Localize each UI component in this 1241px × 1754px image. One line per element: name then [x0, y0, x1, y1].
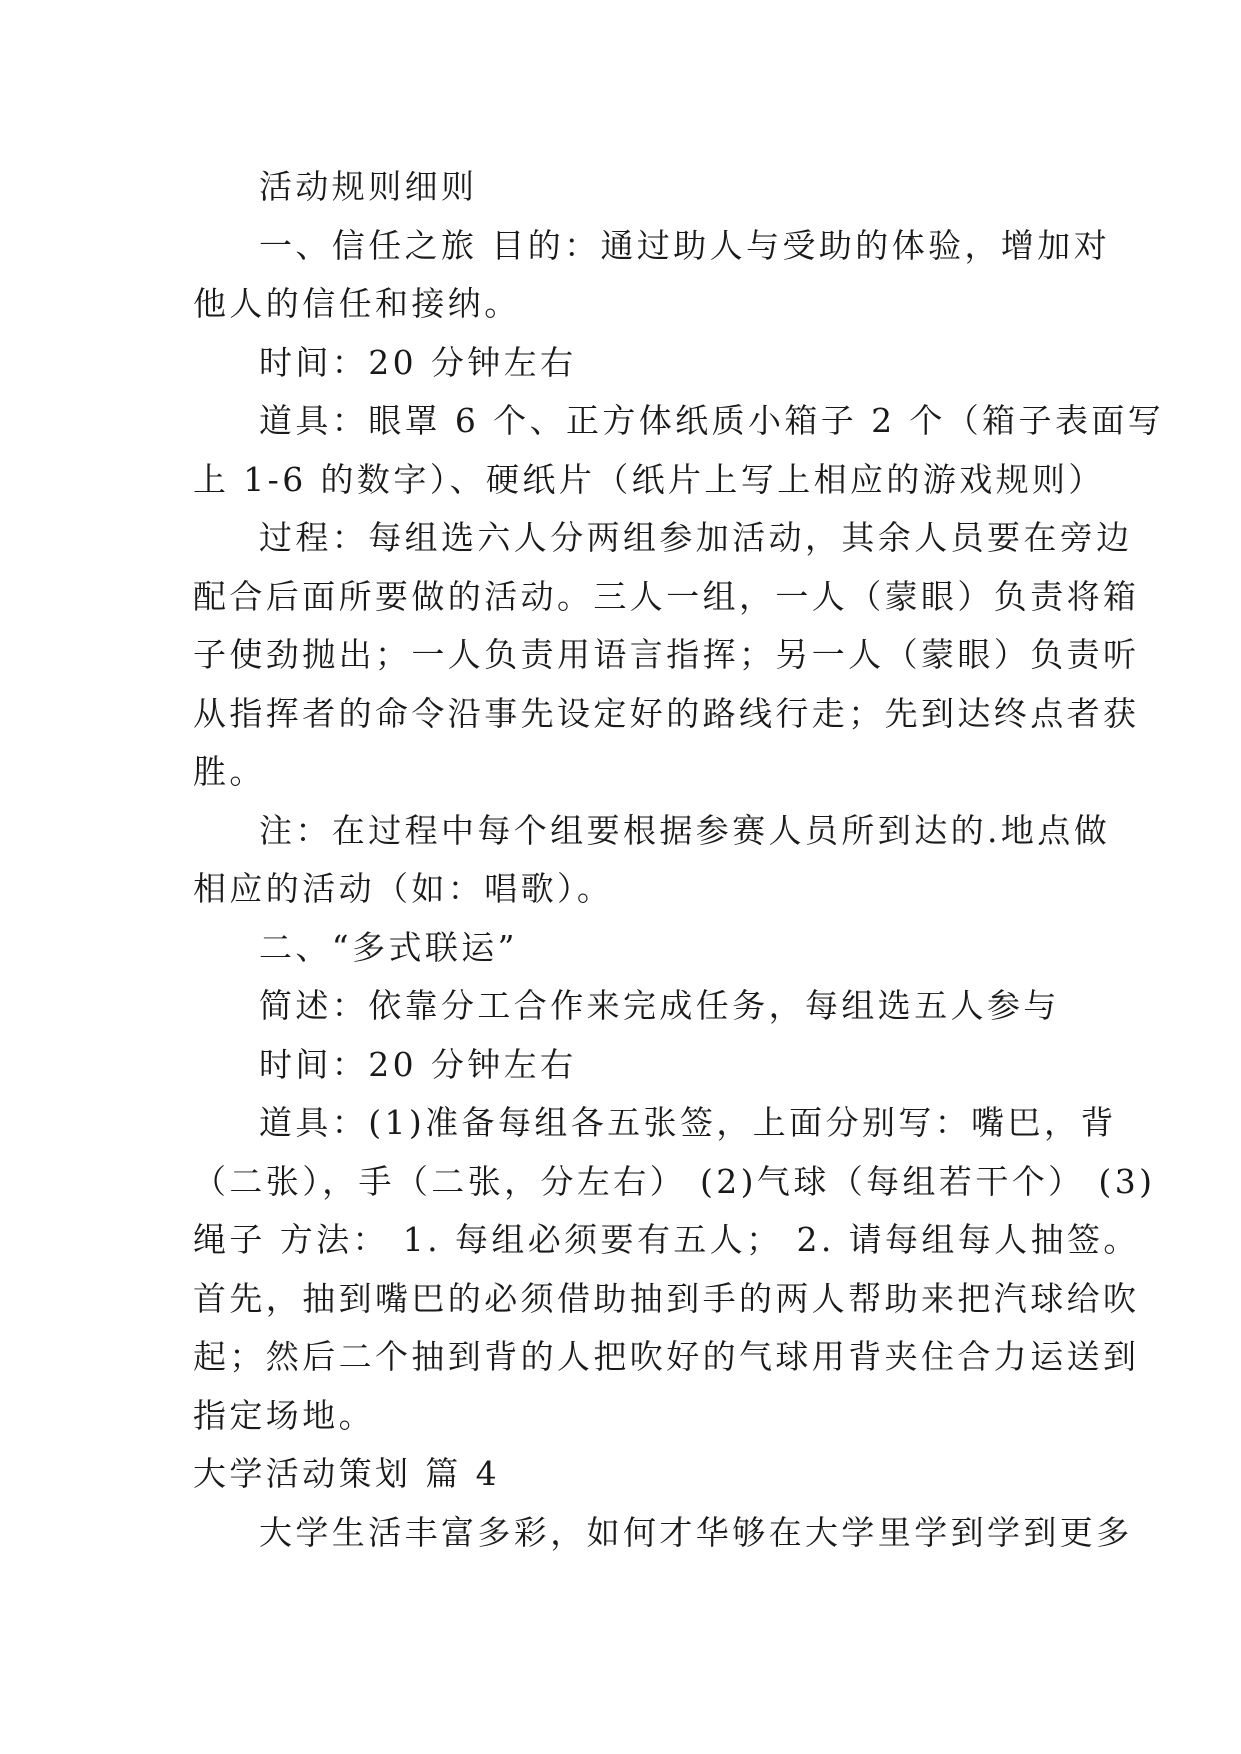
text-line: 过程：每组选六人分两组参加活动，其余人员要在旁边 [259, 518, 1133, 557]
text-line: 绳子 方法： 1. 每组必须要有五人； 2. 请每组每人抽签。 [193, 1220, 1140, 1259]
text-line: 一、信任之旅 目的：通过助人与受助的体验，增加对 [259, 225, 1111, 265]
text-line: 大学活动策划 篇 4 [193, 1454, 500, 1493]
text-line: 道具：眼罩 6 个、正方体纸质小箱子 2 个（箱子表面写 [259, 401, 1165, 440]
time-paragraph [193, 334, 1053, 393]
text-line: 配合后面所要做的活动。三人一组，一人（蒙眼）负责将箱 [193, 576, 1140, 616]
text-line: 指定场地。 [193, 1395, 375, 1435]
trust-journey-paragraph [193, 217, 1111, 334]
text-line: 上 1-6 的数字）、硬纸片（纸片上写上相应的游戏规则） [193, 459, 1105, 499]
heading-rules-paragraph [193, 158, 1053, 217]
note-paragraph [193, 802, 1111, 919]
text-line: 起；然后二个抽到背的人把吹好的气球用背夹住合力运送到 [193, 1337, 1140, 1376]
text-line: 他人的信任和接纳。 [193, 284, 521, 323]
text-line: 首先，抽到嘴巴的必须借助抽到手的两人帮助来把汽球给吹 [193, 1278, 1140, 1318]
intro-paragraph [193, 1504, 1133, 1563]
text-line: 时间：20 分钟左右 [259, 342, 577, 382]
text-line: 从指挥者的命令沿事先设定好的路线行走；先到达终点者获 [193, 693, 1140, 733]
text-line: 子使劲抛出；一人负责用语言指挥；另一人（蒙眼）负责听 [193, 635, 1140, 674]
text-line: 简述：依靠分工合作来完成任务，每组选五人参与 [259, 986, 1060, 1025]
props-method-paragraph [193, 1094, 1156, 1445]
text-line: 活动规则细则 [259, 167, 478, 206]
summary-paragraph [193, 977, 1060, 1036]
text-line: 大学生活丰富多彩，如何才华够在大学里学到学到更多 [259, 1512, 1133, 1552]
time-paragraph [193, 1036, 1053, 1095]
process-paragraph [193, 509, 1140, 802]
text-line: 胜。 [193, 752, 266, 791]
document-body [193, 158, 1165, 1562]
text-line: 二、“多式联运” [259, 927, 518, 967]
text-line: 道具：(1)准备每组各五张签，上面分别写：嘴巴，背 [259, 1103, 1117, 1142]
multimodal-heading-paragraph [193, 919, 1053, 978]
text-line: （二张），手（二张，分左右） (2)气球（每组若干个） (3) [193, 1161, 1156, 1201]
text-line: 注：在过程中每个组要根据参赛人员所到达的.地点做 [259, 810, 1111, 850]
section-title [193, 1445, 1053, 1504]
props-paragraph [193, 392, 1165, 509]
text-line: 相应的活动（如：唱歌）。 [193, 869, 614, 908]
text-line: 时间：20 分钟左右 [259, 1044, 577, 1084]
